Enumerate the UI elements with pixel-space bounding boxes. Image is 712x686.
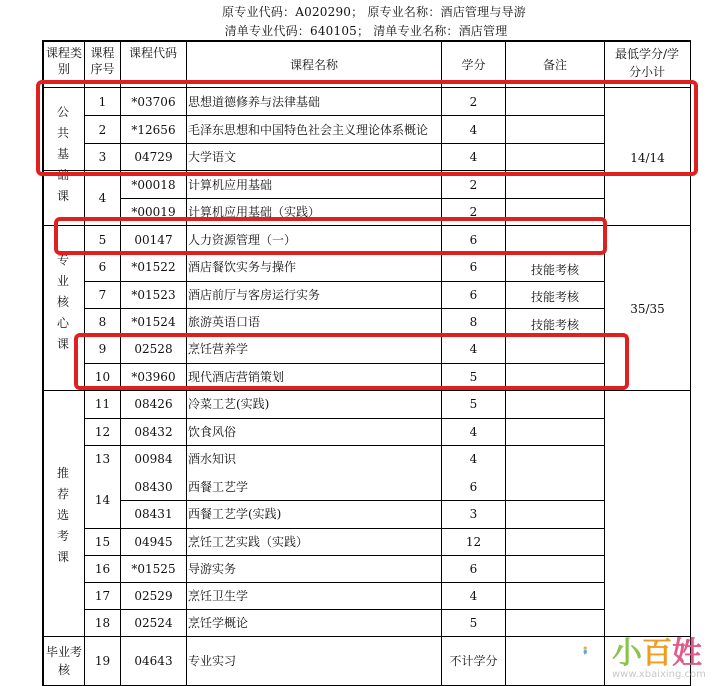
cell-code: *01525: [131, 562, 176, 576]
cell-code: *00018: [131, 178, 176, 192]
cell-code: *01524: [131, 315, 176, 329]
cell-note: 技能考核: [530, 290, 579, 304]
cell-seq: 11: [94, 397, 111, 411]
cell-credit: 2: [469, 95, 478, 109]
cell-note: 技能考核: [530, 263, 579, 277]
min-credit-core: 35/35: [630, 302, 665, 316]
cell-seq: 4: [98, 191, 107, 205]
watermark-site: www.xbaixing.com: [612, 669, 706, 680]
cell-credit: 4: [469, 342, 478, 356]
cell-code: 02524: [134, 616, 173, 630]
cell-seq: 9: [98, 342, 107, 356]
cell-seq: 12: [94, 425, 111, 439]
cell-name: 西餐工艺学(实践): [188, 507, 282, 521]
cell-code: 02529: [134, 589, 173, 603]
header-note: 备注: [542, 58, 567, 72]
cell-name: 专业实习: [188, 654, 237, 668]
cell-name: 烹饪学概论: [188, 616, 249, 630]
cell-note: 技能考核: [530, 318, 579, 332]
highlight-rows-9-10: [74, 333, 629, 390]
category-public-basic: 公共基础课: [56, 105, 69, 203]
cell-name: 旅游英语口语: [188, 315, 261, 329]
cell-seq: 14: [94, 493, 111, 507]
cell-name: 毛泽东思想和中国特色社会主义理论体系概论: [188, 123, 429, 137]
cell-name: 烹饪营养学: [188, 342, 249, 356]
cell-code: 04643: [134, 654, 173, 668]
cell-code: *12656: [131, 123, 176, 137]
cell-seq: 3: [98, 150, 107, 164]
highlight-row-5: [54, 217, 607, 255]
cell-seq: 17: [94, 589, 111, 603]
header-category: 课程类别: [45, 46, 82, 76]
cell-code: 08431: [134, 507, 173, 521]
cell-code: 04945: [134, 535, 173, 549]
cell-credit: 12: [465, 535, 482, 549]
cell-credit: 4: [469, 123, 478, 137]
cell-credit: 不计学分: [449, 654, 498, 668]
header-name: 课程名称: [289, 58, 338, 72]
category-elective: 推荐选考课: [56, 466, 69, 564]
cell-credit: 6: [469, 480, 478, 494]
cell-seq: 2: [98, 123, 107, 137]
cell-code: 08430: [134, 480, 173, 494]
cell-credit: 6: [469, 562, 478, 576]
header-min-credit: 最低学分/学分小计: [614, 47, 680, 79]
cell-name: 饮食风俗: [188, 425, 237, 439]
cell-credit: 3: [469, 507, 478, 521]
cell-name: 酒水知识: [188, 452, 237, 466]
cell-seq: 18: [94, 616, 111, 630]
header-credit: 学分: [461, 58, 486, 72]
cell-credit: 4: [469, 150, 478, 164]
cell-seq: 1: [98, 95, 107, 109]
min-credit-public: 14/14: [630, 151, 665, 165]
cell-code: 00984: [134, 452, 173, 466]
cell-name: 人力资源管理（一）: [188, 233, 297, 247]
watermark-char-3: 姓: [672, 636, 702, 671]
cell-seq: 16: [94, 562, 111, 576]
cell-seq: 10: [94, 370, 111, 384]
cell-name: 思想道德修养与法律基础: [188, 95, 321, 109]
cell-seq: 19: [94, 654, 111, 668]
cell-name: 计算机应用基础: [188, 178, 273, 192]
watermark-char-2: 百: [642, 636, 672, 671]
cell-credit: 4: [469, 425, 478, 439]
cell-name: 导游实务: [188, 562, 237, 576]
cell-seq: 13: [94, 452, 111, 466]
cell-name: 计算机应用基础（实践）: [188, 205, 321, 219]
cell-code: 04729: [134, 150, 173, 164]
cell-code: 02528: [134, 342, 173, 356]
cell-credit: 2: [469, 205, 478, 219]
cell-seq: 5: [98, 233, 107, 247]
cell-credit: 6: [469, 233, 478, 247]
cell-seq: 15: [94, 535, 111, 549]
cell-credit: 2: [469, 178, 478, 192]
header-line-1: 原专业代码：A020290； 原专业名称：酒店管理与导游: [222, 5, 526, 19]
cell-name: 酒店餐饮实务与操作: [188, 260, 297, 274]
cell-name: 冷菜工艺(实践): [188, 397, 270, 411]
cell-credit: 5: [469, 370, 478, 384]
cell-name: 烹饪卫生学: [188, 589, 249, 603]
cell-credit: 5: [469, 397, 478, 411]
header-seq: 课程序号: [90, 46, 115, 76]
header-line-2: 清单专业代码：640105； 清单专业名称：酒店管理: [224, 24, 508, 38]
cell-code: *01522: [131, 260, 176, 274]
cell-credit: 4: [469, 589, 478, 603]
cell-name: 现代酒店营销策划: [188, 370, 285, 384]
cell-credit: 6: [469, 260, 478, 274]
cell-credit: 5: [469, 616, 478, 630]
mascot-icon: [582, 630, 610, 670]
cell-seq: 8: [98, 315, 107, 329]
highlight-public-basic: [36, 80, 698, 176]
category-graduation: 毕业考核: [45, 645, 82, 677]
cell-seq: 7: [98, 288, 107, 302]
cell-name: 烹饪工艺实践（实践）: [188, 535, 309, 549]
cell-credit: 6: [469, 288, 478, 302]
cell-credit: 8: [469, 315, 478, 329]
cell-credit: 4: [469, 452, 478, 466]
header-code: 课程代码: [128, 46, 177, 60]
cell-code: *03706: [131, 95, 176, 109]
cell-name: 大学语文: [188, 150, 237, 164]
cell-code: *03960: [131, 370, 176, 384]
cell-code: *00019: [131, 205, 176, 219]
watermark-char-1: 小: [612, 636, 642, 671]
category-core: 专业核心课: [56, 253, 69, 351]
cell-code: 08432: [134, 425, 173, 439]
cell-name: 西餐工艺学: [188, 480, 249, 494]
cell-code: 00147: [134, 233, 173, 247]
cell-seq: 6: [98, 260, 107, 274]
cell-code: *01523: [131, 288, 176, 302]
cell-code: 08426: [134, 397, 173, 411]
cell-name: 酒店前厅与客房运行实务: [188, 288, 321, 302]
